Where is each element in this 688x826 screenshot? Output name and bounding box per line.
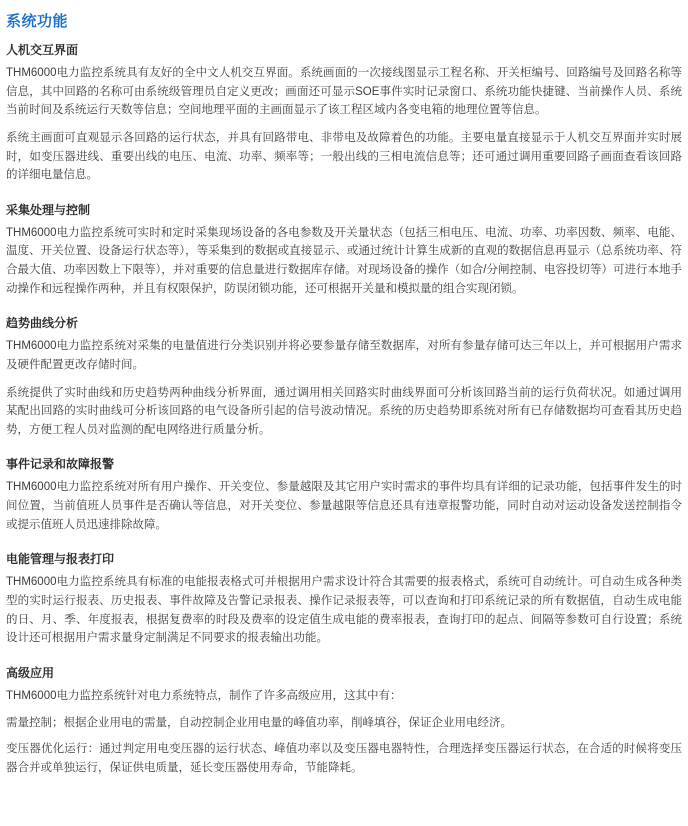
section-trend — [6, 314, 682, 439]
paragraph: THM6000电力监控系统可实时和定时采集现场设备的各电参数及开关量状态（包括三相电压、电流、功率、功率因数、频率、电能、温度、开关位置、设备运行状态等），等采集到的数据或直接显示、或通过统计计算生成新的直观的数据信息再显示（总系统功率、符合最大值、功率因数上下限等），并对重要的信息量进行数据库存储。对现场设备的操作（如合/分闸控制、电容投切等）可进行本地手动操作和远程操作两种，并且有权限保护，防误闭锁功能，还可根据开关量和模拟量的组合实现闭锁。 — [6, 226, 682, 295]
paragraph: THM6000电力监控系统具有友好的全中文人机交互界面。系统画面的一次接线图显示工程名称、开关柜编号、回路编号及回路名称等信息，其中回路的名称可由系统级管理员自定义更改；画面还可显示SOE事件实时记录窗口、系统功能快捷键、当前操作人员、系统当前时间及系统运行天数等信息；空间地理平面的主画面显示了该工程区域内各变电箱的地理位置等信息。 — [6, 67, 682, 117]
paragraph: THM6000电力监控系统对所有用户操作、开关变位、参量越限及其它用户实时需求的事件均具有详细的记录功能，包括事件发生的时间位置，当前值班人员事件是否确认等信息，对开关变位、参量越限等信息还具有违章报警功能，同时自动对运动设备发送控制指令或提示值班人员迅速排除故障。 — [6, 481, 682, 531]
section-title-trend: 趋势曲线分析 — [6, 316, 79, 331]
section-title-acquisition: 采集处理与控制 — [6, 202, 91, 217]
list-item: 变压器优化运行：通过判定用电变压器的运行状态、峰值功率以及变压器电器特性，合理选择变压器运行状态，在合适的时候将变压器合并或单独运行，保证供电质量，延长变压器使用寿命，节能降耗。 — [6, 743, 682, 774]
section-hmi — [6, 41, 682, 185]
section-title-advanced: 高级应用 — [6, 665, 55, 680]
section-advanced — [6, 664, 682, 778]
section-title-events: 事件记录和故障报警 — [6, 457, 115, 472]
paragraph: THM6000电力监控系统针对电力系统特点，制作了许多高级应用，这其中有： — [6, 689, 402, 702]
section-acquisition — [6, 201, 682, 299]
section-events — [6, 455, 682, 534]
paragraph: THM6000电力监控系统对采集的电量值进行分类识别并将必要参量存储至数据库，对所有参量存储可达三年以上，并可根据用户需求及硬件配置更改存储时间。 — [6, 340, 682, 371]
paragraph: 系统主画面可直观显示各回路的运行状态，并具有回路带电、非带电及故障着色的功能。主要电量直接显示于人机交互界面并实时展时，如变压器进线、重要出线的电压、电流、功率、频率等；一般出线的三相电流信息等；还可通过调用重要回路子画面查看该回路的详细电量信息。 — [6, 131, 682, 182]
list-item: 需量控制；根据企业用电的需量，自动控制企业用电量的峰值功率，削峰填谷，保证企业用电经济。 — [6, 717, 512, 730]
section-energy — [6, 550, 682, 648]
section-title-hmi: 人机交互界面 — [6, 43, 79, 57]
paragraph: 系统提供了实时曲线和历史趋势两种曲线分析界面，通过调用相关回路实时曲线界面可分析该回路当前的运行负荷状况。如通过调用某配出回路的实时曲线可分析该回路的电气设备所引起的信号波动情况。系统的历史趋势即系统对所有已存储数据均可查看其历史趋势，方便工程人员对监测的配电网络进行质量分析。 — [6, 386, 682, 436]
section-title-energy: 电能管理与报表打印 — [6, 552, 115, 567]
page-title: 系统功能 — [6, 13, 69, 30]
paragraph: THM6000电力监控系统具有标准的电能报表格式可并根据用户需求设计符合其需要的报表格式，系统可自动统计。可自动生成各种类型的实时运行报表、历史报表、事件故障及告警记录报表、操作记录报表等，可以查询和打印系统记录的所有数据值，自动生成电能的日、月、季、年度报表，根据复费率的时段及费率的设定值生成电能的费率报表，查询打印的起点、间隔等参数可自行设置；系统设计还可根据用户需求量身定制满足不同要求的报表输出功能。 — [6, 576, 682, 645]
